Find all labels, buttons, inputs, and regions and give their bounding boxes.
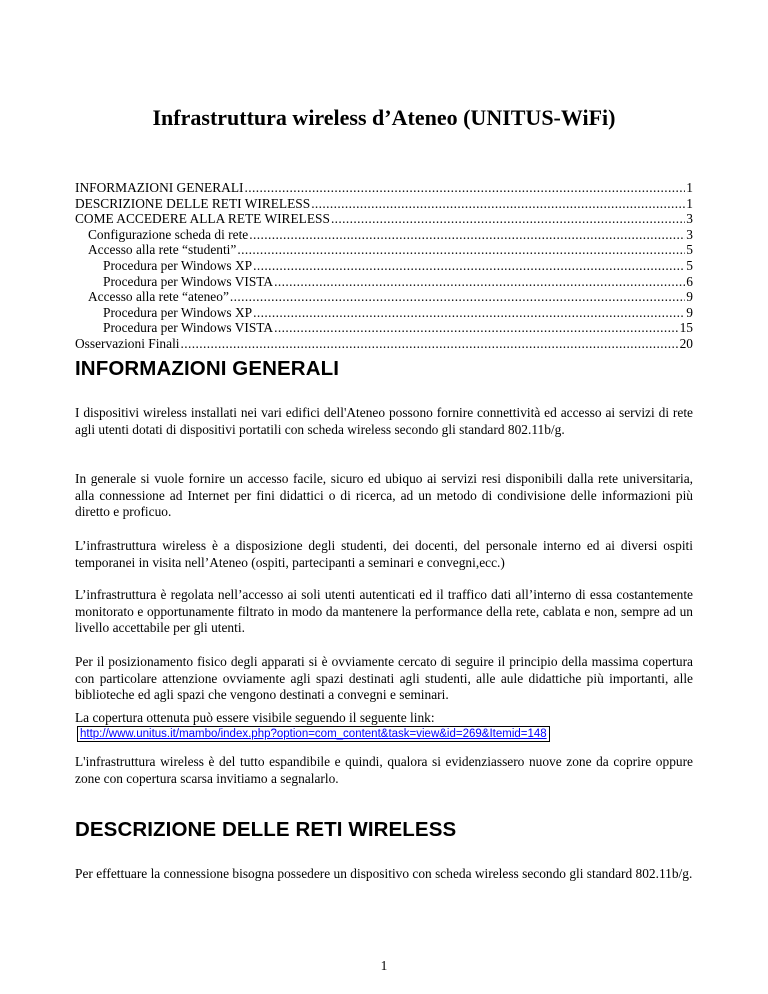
toc-entry[interactable] [75, 196, 693, 212]
paragraph: Per il posizionamento fisico degli apparati si è ovviamente cercato di seguire il principio della massima copertura con particolare attenzione ovviamente agli spazi destinati agli studenti, alle aule didattiche più importanti, alle biblioteche ed agli spazi che vengono destinati a convegni e seminari. [75, 654, 693, 703]
toc-entry-label: Procedura per Windows VISTA [103, 273, 274, 289]
toc-entry-label: Configurazione scheda di rete [88, 226, 249, 242]
toc-entry-page: 9 [686, 304, 693, 320]
toc-entry-page: 5 [686, 242, 693, 258]
toc-entry-label: INFORMAZIONI GENERALI [75, 180, 244, 195]
section-heading-info: INFORMAZIONI GENERALI [75, 357, 340, 380]
toc-entry[interactable] [75, 305, 693, 321]
toc-entry-page: 15 [679, 320, 693, 336]
toc-entry[interactable] [75, 289, 693, 305]
paragraph: La copertura ottenuta può essere visibile seguendo il seguente link: [75, 710, 435, 725]
toc-entry-page: 6 [686, 273, 693, 289]
toc-entry[interactable] [75, 242, 693, 258]
toc-entry-label: Osservazioni Finali [75, 335, 180, 351]
toc-entry[interactable] [75, 336, 693, 352]
toc-entry-page: 1 [686, 180, 693, 195]
paragraph: L’infrastruttura è regolata nell’accesso ai soli utenti autenticati ed il traffico dati all’interno di essa costantemente monitorato e opportunamente filtrato in modo da mantenere la performance della rete, cablata e non, sempre ad un livello accettabile per gli utenti. [75, 587, 693, 636]
paragraph: In generale si vuole fornire un accesso facile, sicuro ed ubiquo ai servizi resi disponibili dalla rete universitaria, alla connessione ad Internet per fini didattici o di ricerca, ad un metodo di condivisione delle informazioni più diretto e proficuo. [75, 471, 693, 520]
toc-entry-page: 5 [686, 257, 693, 273]
paragraph: L'infrastruttura wireless è del tutto espandibile e quindi, qualora si evidenziassero nuove zone da coprire oppure zone con copertura scarsa invitiamo a segnalarlo. [75, 754, 693, 786]
toc-entry-page: 1 [686, 195, 693, 211]
toc-entry-label: Procedura per Windows XP [103, 304, 253, 320]
toc-entry-page: 3 [686, 211, 693, 227]
page-number: 1 [380, 958, 388, 973]
toc-entry-label: Accesso alla rete “studenti” [88, 242, 237, 258]
toc-entry-page: 9 [686, 289, 693, 305]
toc-entry-label: Accesso alla rete “ateneo” [88, 289, 229, 305]
toc-entry-page: 3 [686, 226, 693, 242]
toc-entry[interactable] [75, 320, 693, 336]
table-of-contents [75, 180, 693, 352]
toc-entry[interactable] [75, 227, 693, 243]
toc-entry-label: Procedura per Windows VISTA [103, 320, 274, 336]
toc-entry[interactable] [75, 274, 693, 290]
toc-entry[interactable] [75, 258, 693, 274]
toc-entry-label: COME ACCEDERE ALLA RETE WIRELESS [75, 211, 330, 227]
toc-entry[interactable] [75, 211, 693, 227]
paragraph: L’infrastruttura wireless è a disposizione degli studenti, dei docenti, del personale interno ed ai diversi ospiti temporanei in visita nell’Ateneo (ospiti, partecipanti a seminari e convegni,ecc.) [75, 538, 693, 570]
coverage-map-link[interactable]: http://www.unitus.it/mambo/index.php?option=com_content&task=view&id=269&Itemid=148 [77, 726, 550, 742]
document-title: Infrastruttura wireless d’Ateneo (UNITUS-WiFi) [152, 105, 616, 130]
section-heading-description: DESCRIZIONE DELLE RETI WIRELESS [75, 818, 457, 841]
toc-entry-label: Procedura per Windows XP [103, 257, 253, 273]
toc-entry-label: DESCRIZIONE DELLE RETI WIRELESS [75, 195, 311, 211]
paragraph: I dispositivi wireless installati nei vari edifici dell'Ateneo possono fornire connettività ed accesso ai servizi di rete agli utenti dotati di dispositivi portatili con scheda wireless secondo gli standard 802.11b/g. [75, 405, 693, 437]
paragraph: Per effettuare la connessione bisogna possedere un dispositivo con scheda wireless secondo gli standard 802.11b/g. [75, 866, 693, 881]
toc-entry-page: 20 [679, 335, 693, 351]
toc-entry[interactable] [75, 180, 693, 196]
